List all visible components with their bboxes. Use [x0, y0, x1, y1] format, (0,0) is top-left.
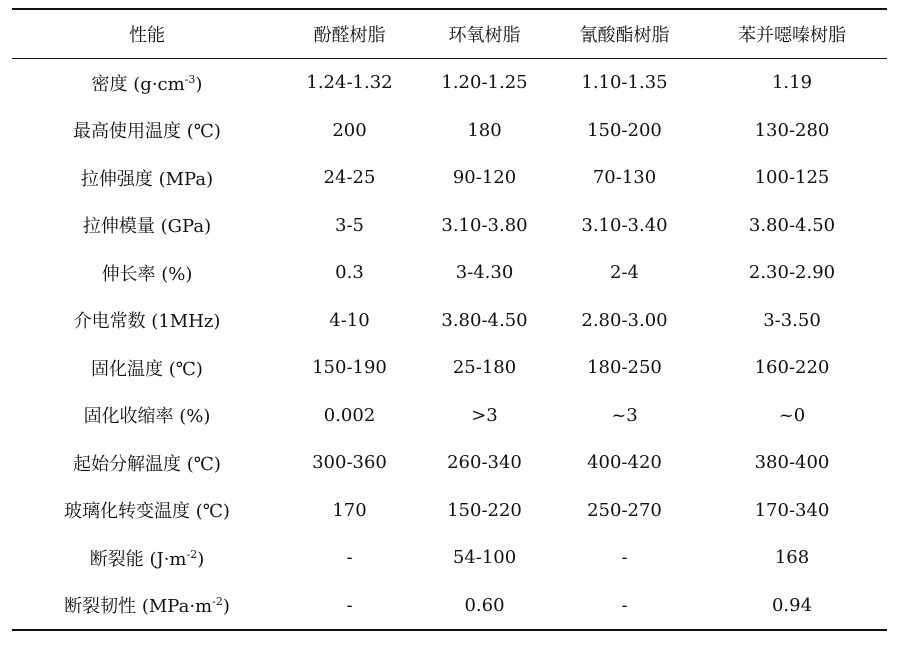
cell-cyanate-ester-value: ~3	[611, 404, 638, 426]
property-label-tail: )	[222, 596, 230, 618]
cell-benzoxazine-value: 168	[774, 547, 810, 569]
cell-epoxy-value: 1.20-1.25	[441, 72, 528, 94]
cell-epoxy-value: 180	[467, 119, 502, 141]
row-property-label	[12, 439, 282, 487]
cell-cyanate-ester-value: -	[621, 547, 628, 569]
row-property-label	[12, 59, 282, 107]
cell-epoxy-value: 25-180	[452, 357, 517, 379]
cell-cyanate-ester-value: 70-130	[592, 167, 657, 189]
row-property-label	[12, 582, 282, 630]
cell-phenolic-value: 4-10	[329, 309, 370, 331]
cell-benzoxazine-value: 380-400	[754, 452, 830, 474]
property-label-text: 介电常数 (1MHz)	[73, 311, 221, 333]
table-row	[12, 249, 887, 297]
cell-benzoxazine-value: 100-125	[754, 167, 830, 189]
cell-benzoxazine-value: 170-340	[754, 499, 830, 521]
resin-properties-table	[12, 10, 887, 58]
cell-epoxy-value: >3	[471, 404, 498, 426]
row-property-label	[12, 297, 282, 345]
table-row	[12, 297, 887, 345]
property-label-text: 拉伸模量 (GPa)	[82, 216, 212, 238]
cell-benzoxazine-value: 0.94	[771, 594, 813, 616]
property-label-superscript: -2	[186, 547, 198, 561]
property-label-text: 密度 (g·cm	[91, 73, 185, 95]
table-row	[12, 392, 887, 440]
property-label-text: 玻璃化转变温度 (℃)	[64, 501, 230, 523]
cell-phenolic-value: -	[346, 547, 353, 569]
header-row	[12, 10, 887, 58]
cell-cyanate-ester-value: 400-420	[587, 452, 662, 474]
table-row	[12, 344, 887, 392]
property-label-text: 断裂能 (J·m	[89, 548, 187, 570]
row-property-label	[12, 344, 282, 392]
cell-phenolic-value: 3-5	[335, 214, 364, 236]
cell-cyanate-ester-value: 180-250	[587, 357, 662, 379]
property-label-text: 起始分解温度 (℃)	[73, 453, 221, 475]
row-property-label	[12, 154, 282, 202]
row-property-label	[12, 107, 282, 155]
row-property-label	[12, 487, 282, 535]
cell-epoxy-value: 3.10-3.80	[441, 214, 528, 236]
header-epoxy-resin: 环氧树脂	[448, 25, 521, 46]
cell-epoxy-value: 3-4.30	[455, 262, 514, 284]
property-label-superscript: -2	[212, 595, 223, 609]
cell-benzoxazine-value: 130-280	[754, 119, 830, 141]
property-label-tail: )	[197, 548, 205, 570]
table-row	[12, 487, 887, 535]
table-header	[12, 10, 887, 58]
cell-benzoxazine-value: 1.19	[771, 72, 813, 94]
cell-cyanate-ester-value: 1.10-1.35	[581, 72, 668, 94]
row-property-label	[12, 534, 282, 582]
row-property-label	[12, 392, 282, 440]
cell-cyanate-ester-value: -	[621, 594, 628, 616]
header-phenolic-resin: 酚醛树脂	[313, 25, 386, 46]
cell-benzoxazine-value: 160-220	[754, 357, 830, 379]
cell-phenolic-value: 170	[332, 499, 367, 521]
cell-cyanate-ester-value: 150-200	[587, 119, 662, 141]
property-label-text: 固化收缩率 (%)	[83, 406, 211, 428]
property-label-tail: )	[195, 73, 203, 95]
resin-properties-body	[12, 59, 887, 629]
cell-benzoxazine-value: 3-3.50	[763, 309, 821, 331]
cell-epoxy-value: 260-340	[447, 452, 522, 474]
header-cyanate-ester-resin: 氰酸酯树脂	[579, 25, 670, 46]
table-row	[12, 202, 887, 250]
cell-phenolic-value: -	[346, 594, 353, 616]
table-bottom-rule	[12, 629, 887, 631]
property-label-text: 最高使用温度 (℃)	[73, 121, 221, 143]
cell-epoxy-value: 3.80-4.50	[441, 309, 528, 331]
cell-epoxy-value: 54-100	[452, 547, 517, 569]
cell-phenolic-value: 1.24-1.32	[306, 72, 393, 94]
cell-cyanate-ester-value: 2.80-3.00	[581, 309, 668, 331]
cell-phenolic-value: 300-360	[312, 452, 387, 474]
row-property-label	[12, 249, 282, 297]
table-row	[12, 154, 887, 202]
cell-benzoxazine-value: 3.80-4.50	[748, 214, 836, 236]
cell-benzoxazine-value: ~0	[778, 404, 806, 426]
cell-cyanate-ester-value: 3.10-3.40	[581, 214, 668, 236]
property-label-text: 伸长率 (%)	[101, 263, 193, 285]
header-benzoxazine-resin: 苯并噁嗪树脂	[738, 25, 846, 46]
cell-phenolic-value: 0.3	[335, 262, 364, 284]
property-label-superscript: -3	[184, 72, 196, 86]
table-row	[12, 439, 887, 487]
property-label-text: 断裂韧性 (MPa·m	[64, 596, 213, 618]
cell-epoxy-value: 90-120	[452, 167, 517, 189]
row-property-label	[12, 202, 282, 250]
table-row	[12, 107, 887, 155]
cell-cyanate-ester-value: 2-4	[610, 262, 639, 284]
cell-benzoxazine-value: 2.30-2.90	[748, 262, 836, 284]
cell-phenolic-value: 200	[332, 119, 367, 141]
table-row	[12, 534, 887, 582]
cell-phenolic-value: 0.002	[323, 404, 376, 426]
cell-epoxy-value: 150-220	[447, 499, 522, 521]
table-body	[12, 59, 887, 629]
property-label-text: 拉伸强度 (MPa)	[80, 168, 214, 190]
properties-table-container	[12, 8, 887, 631]
cell-phenolic-value: 24-25	[323, 167, 376, 189]
table-row	[12, 59, 887, 107]
cell-epoxy-value: 0.60	[464, 594, 505, 616]
cell-cyanate-ester-value: 250-270	[587, 499, 662, 521]
property-label-text: 固化温度 (℃)	[91, 358, 203, 380]
header-property: 性能	[129, 25, 165, 46]
cell-phenolic-value: 150-190	[312, 357, 387, 379]
table-row	[12, 582, 887, 630]
